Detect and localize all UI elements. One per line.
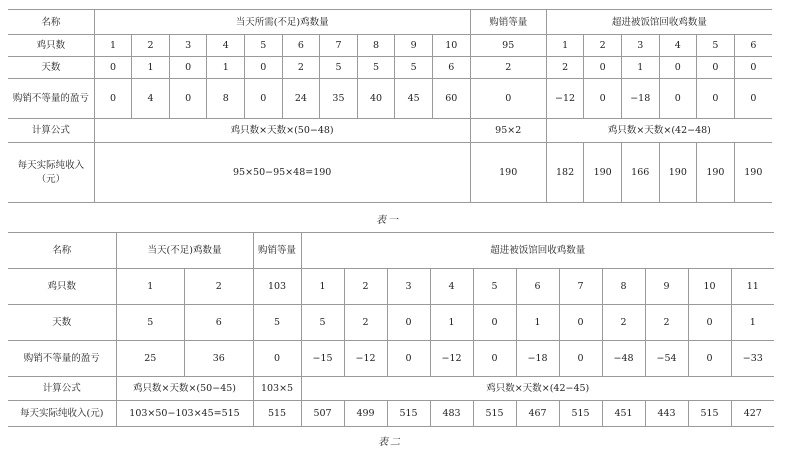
header-equal: 购销等量	[253, 233, 301, 269]
cell: 0	[470, 79, 546, 119]
formula-cell: 鸡只数×天数×(42−45)	[301, 377, 774, 401]
table-two-caption: 表二	[378, 437, 402, 448]
table-row	[8, 341, 774, 377]
cell: 5	[301, 305, 344, 341]
cell: 2	[584, 35, 622, 57]
cell: 0	[387, 341, 430, 377]
formula-cell: 鸡只数×天数×(50−45)	[116, 377, 253, 401]
header-name: 名称	[8, 233, 116, 269]
cell: −15	[301, 341, 344, 377]
cell: 0	[734, 79, 772, 119]
cell: 0	[253, 341, 301, 377]
cell: 0	[697, 57, 735, 79]
row-label: 鸡只数	[8, 269, 116, 305]
cell: 95	[470, 35, 546, 57]
table-row	[8, 119, 772, 143]
header-excess: 超进被饭馆回收鸡数量	[301, 233, 774, 269]
income-cell: 95×50−95×48=190	[94, 143, 470, 203]
cell: 0	[697, 79, 735, 119]
cell: 0	[169, 57, 207, 79]
cell: 507	[301, 401, 344, 427]
formula-cell: 103×5	[253, 377, 301, 401]
cell: 5	[320, 57, 358, 79]
cell: 0	[734, 57, 772, 79]
cell: 0	[94, 57, 132, 79]
cell: 6	[734, 35, 772, 57]
table-row	[8, 377, 774, 401]
cell: −33	[731, 341, 774, 377]
cell: 103	[253, 269, 301, 305]
cell: 190	[470, 143, 546, 203]
table-row	[8, 305, 774, 341]
formula-cell: 95×2	[470, 119, 546, 143]
cell: 8	[357, 35, 395, 57]
cell: 190	[584, 143, 622, 203]
cell: 0	[94, 79, 132, 119]
cell: 9	[645, 269, 688, 305]
cell: 10	[688, 269, 731, 305]
cell: 1	[116, 269, 185, 305]
formula-cell: 鸡只数×天数×(50−48)	[94, 119, 470, 143]
cell: 1	[546, 35, 584, 57]
cell: 0	[584, 57, 622, 79]
cell: 2	[602, 305, 645, 341]
table-row	[8, 269, 774, 305]
cell: 6	[282, 35, 320, 57]
cell: 467	[516, 401, 559, 427]
cell: 6	[516, 269, 559, 305]
cell: 427	[731, 401, 774, 427]
cell: 190	[734, 143, 772, 203]
table-row	[8, 233, 774, 269]
cell: 2	[645, 305, 688, 341]
cell: −18	[621, 79, 659, 119]
cell: 2	[470, 57, 546, 79]
table-row	[8, 79, 772, 119]
cell: −18	[516, 341, 559, 377]
row-label: 每天实际纯收入(元)	[8, 401, 116, 427]
cell: 1	[430, 305, 473, 341]
cell: 0	[169, 79, 207, 119]
cell: 35	[320, 79, 358, 119]
cell: 190	[659, 143, 697, 203]
cell: 5	[245, 35, 283, 57]
income-cell: 103×50−103×45=515	[116, 401, 253, 427]
cell: 5	[473, 269, 516, 305]
row-label: 鸡只数	[8, 35, 94, 57]
cell: 8	[207, 79, 245, 119]
header-excess: 超进被饭馆回收鸡数量	[546, 10, 772, 35]
header-shortage: 当天(不足)鸡数量	[116, 233, 253, 269]
cell: 6	[185, 305, 254, 341]
header-name: 名称	[8, 10, 94, 35]
row-label: 购销不等量的盈亏	[8, 341, 116, 377]
cell: 25	[116, 341, 185, 377]
cell: 1	[621, 57, 659, 79]
cell: 2	[282, 57, 320, 79]
cell: 2	[344, 269, 387, 305]
cell: 0	[688, 305, 731, 341]
cell: 2	[344, 305, 387, 341]
table-one	[8, 9, 772, 203]
cell: −48	[602, 341, 645, 377]
cell: 40	[357, 79, 395, 119]
cell: 515	[253, 401, 301, 427]
cell: 1	[301, 269, 344, 305]
cell: 1	[731, 305, 774, 341]
cell: 0	[559, 305, 602, 341]
cell: 182	[546, 143, 584, 203]
cell: 0	[473, 305, 516, 341]
cell: 1	[94, 35, 132, 57]
cell: 0	[659, 79, 697, 119]
table-two	[8, 232, 774, 427]
cell: 4	[132, 79, 170, 119]
cell: 0	[473, 341, 516, 377]
formula-cell: 鸡只数×天数×(42−48)	[546, 119, 772, 143]
cell: 11	[731, 269, 774, 305]
cell: 3	[169, 35, 207, 57]
cell: 515	[559, 401, 602, 427]
cell: 515	[688, 401, 731, 427]
cell: 7	[559, 269, 602, 305]
cell: 5	[697, 35, 735, 57]
row-label: 每天实际纯收入（元）	[8, 143, 94, 203]
cell: 451	[602, 401, 645, 427]
cell: 8	[602, 269, 645, 305]
cell: −12	[430, 341, 473, 377]
cell: 515	[387, 401, 430, 427]
cell: 0	[245, 79, 283, 119]
cell: 9	[395, 35, 433, 57]
cell: 0	[559, 341, 602, 377]
table-one-caption: 表一	[376, 215, 400, 226]
header-equal: 购销等量	[470, 10, 546, 35]
cell: 0	[584, 79, 622, 119]
cell: 45	[395, 79, 433, 119]
header-shortage: 当天所需(不足)鸡数量	[94, 10, 470, 35]
cell: 190	[697, 143, 735, 203]
cell: 60	[432, 79, 470, 119]
cell: 10	[432, 35, 470, 57]
table-row	[8, 35, 772, 57]
cell: −12	[546, 79, 584, 119]
table-row	[8, 143, 772, 203]
row-label: 计算公式	[8, 377, 116, 401]
table-row	[8, 401, 774, 427]
cell: 166	[621, 143, 659, 203]
cell: 5	[116, 305, 185, 341]
cell: 2	[132, 35, 170, 57]
cell: 4	[659, 35, 697, 57]
cell: 4	[207, 35, 245, 57]
cell: 5	[253, 305, 301, 341]
table-row	[8, 57, 772, 79]
cell: 1	[207, 57, 245, 79]
cell: 5	[357, 57, 395, 79]
cell: 0	[659, 57, 697, 79]
row-label: 购销不等量的盈亏	[8, 79, 94, 119]
cell: 24	[282, 79, 320, 119]
cell: 483	[430, 401, 473, 427]
cell: 515	[473, 401, 516, 427]
cell: 7	[320, 35, 358, 57]
cell: 1	[132, 57, 170, 79]
cell: −54	[645, 341, 688, 377]
cell: 2	[185, 269, 254, 305]
cell: 3	[621, 35, 659, 57]
cell: 0	[245, 57, 283, 79]
row-label: 天数	[8, 57, 94, 79]
cell: 2	[546, 57, 584, 79]
cell: 499	[344, 401, 387, 427]
cell: 3	[387, 269, 430, 305]
cell: 443	[645, 401, 688, 427]
cell: 0	[688, 341, 731, 377]
cell: −12	[344, 341, 387, 377]
cell: 1	[516, 305, 559, 341]
row-label: 天数	[8, 305, 116, 341]
cell: 6	[432, 57, 470, 79]
row-label: 计算公式	[8, 119, 94, 143]
cell: 36	[185, 341, 254, 377]
cell: 0	[387, 305, 430, 341]
table-row	[8, 10, 772, 35]
cell: 5	[395, 57, 433, 79]
cell: 4	[430, 269, 473, 305]
